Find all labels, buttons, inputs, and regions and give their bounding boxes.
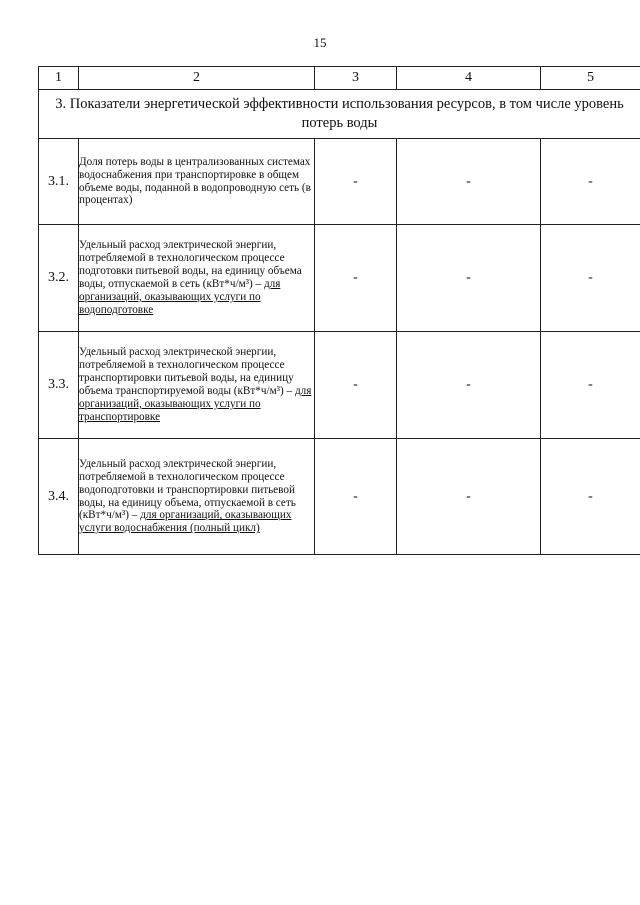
table-row: [39, 225, 640, 332]
value-col-3: -: [315, 332, 397, 439]
row-description: [79, 439, 315, 555]
description-underlined-text: для организаций, оказывающих услуги водоснабжения (полный цикл): [79, 509, 292, 535]
description-text: Удельный расход электрической энергии, потребляемой в технологическом процессе подготовки питьевой воды, на единицу объема воды, отпускаемой в сеть (кВт*ч/м³) –: [79, 239, 302, 290]
row-description: [79, 225, 315, 332]
row-number: 3.4.: [39, 439, 79, 555]
value-col-4: -: [397, 139, 541, 225]
column-header-5: 5: [541, 67, 640, 90]
value-col-5: -: [541, 332, 640, 439]
value-col-5: -: [541, 139, 640, 225]
column-header-1: 1: [39, 67, 79, 90]
section-title-row: [39, 90, 640, 139]
description-underlined-text: для организаций, оказывающих услуги по водоподготовке: [79, 278, 281, 316]
column-header-3: 3: [315, 67, 397, 90]
value-col-4: -: [397, 225, 541, 332]
row-number: 3.2.: [39, 225, 79, 332]
description-text: Удельный расход электрической энергии, потребляемой в технологическом процессе водоподготовки и транспортировки питьевой воды, на единицу объема, отпускаемой в сеть (кВт*ч/м³) –: [79, 457, 296, 522]
row-number: 3.1.: [39, 139, 79, 225]
section-title: 3. Показатели энергетической эффективности использования ресурсов, в том числе уровень потерь воды: [39, 90, 640, 139]
row-description: [79, 332, 315, 439]
value-col-4: -: [397, 439, 541, 555]
table-row: [39, 139, 640, 225]
column-header-2: 2: [79, 67, 315, 90]
table-header-row: [39, 67, 640, 90]
value-col-4: -: [397, 332, 541, 439]
value-col-3: -: [315, 439, 397, 555]
value-col-5: -: [541, 225, 640, 332]
indicators-table: [38, 66, 640, 555]
column-header-4: 4: [397, 67, 541, 90]
row-number: 3.3.: [39, 332, 79, 439]
value-col-5: -: [541, 439, 640, 555]
page-number: 15: [313, 35, 327, 50]
table-row: [39, 439, 640, 555]
description-text: Доля потерь воды в централизованных системах водоснабжения при транспортировке в общем объеме воды, поданной в водопроводную сеть (в процентах): [79, 155, 311, 207]
description-text: Удельный расход электрической энергии, потребляемой в технологическом процессе транспортировки питьевой воды, на единицу объема транспортируемой воды (кВт*ч/м³) –: [79, 346, 295, 397]
description-underlined-text: для организаций, оказывающих услуги по транспортировке: [79, 385, 312, 423]
value-col-3: -: [315, 225, 397, 332]
value-col-3: -: [315, 139, 397, 225]
row-description: [79, 139, 315, 225]
table-row: [39, 332, 640, 439]
